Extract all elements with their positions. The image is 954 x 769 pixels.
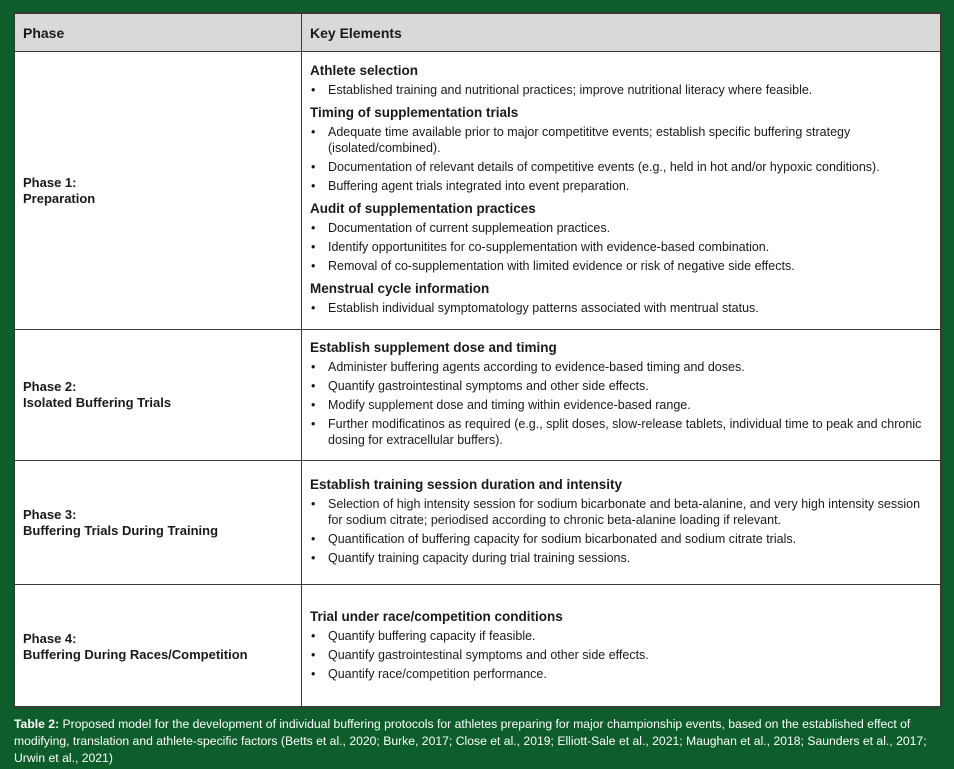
- header-phase: Phase: [15, 14, 302, 52]
- group-title: Athlete selection: [310, 62, 419, 78]
- group-title: Establish training session duration and intensity: [310, 476, 623, 492]
- bullet-list: [310, 300, 932, 316]
- group-title: Audit of supplementation practices: [310, 200, 536, 216]
- list-item: • Quantify race/competition performance.: [310, 666, 932, 682]
- table-row: [15, 461, 941, 585]
- bullet-list: [310, 220, 932, 274]
- element-group: [310, 105, 932, 194]
- element-group: [310, 201, 932, 274]
- phase-name: Preparation: [23, 190, 96, 206]
- element-group: [310, 63, 932, 98]
- table-header-row: [15, 14, 941, 52]
- group-title: Establish supplement dose and timing: [310, 339, 557, 355]
- list-item: • Quantify training capacity during trial training sessions.: [310, 550, 932, 566]
- list-item: • Further modificatinos as required (e.g., split doses, slow-release tablets, individual time to peak and chronic dosing for extracellular buffers).: [310, 416, 932, 448]
- caption-text: Proposed model for the development of individual buffering protocols for athletes preparing for major championship events, based on the established effect of modifying, translation and athlete-specific factors (Betts et al., 2020; Burke, 2017; Close et al., 2019; Elliott-Sale et al., 2021; Maughan et al., 2018; Saunders et al., 2017; Urwin et al., 2021): [14, 717, 927, 765]
- list-item: • Modify supplement dose and timing within evidence-based range.: [310, 397, 932, 413]
- phase-number: Phase 2:: [23, 379, 77, 394]
- table-row: [15, 585, 941, 709]
- list-item: • Removal of co-supplementation with limited evidence or risk of negative side effects.: [310, 258, 932, 274]
- list-item: • Quantify gastrointestinal symptoms and other side effects.: [310, 378, 932, 394]
- group-title: Menstrual cycle information: [310, 280, 490, 296]
- list-item: • Buffering agent trials integrated into event preparation.: [310, 178, 932, 194]
- table-frame: [13, 12, 942, 707]
- list-item: • Quantify gastrointestinal symptoms and other side effects.: [310, 647, 932, 663]
- phase-number: Phase 4:: [23, 630, 77, 646]
- header-key-elements: Key Elements: [302, 14, 941, 52]
- list-item: • Selection of high intensity session for sodium bicarbonate and beta-alanine, and very high intensity session for sodium citrate; periodised according to chronic beta-alanine loading if relevant.: [310, 496, 932, 528]
- phase-number: Phase 3:: [23, 506, 77, 522]
- phase-cell: [15, 330, 302, 461]
- phase-cell: [15, 585, 302, 709]
- list-item: • Quantification of buffering capacity for sodium bicarbonated and sodium citrate trials.: [310, 531, 932, 547]
- bullet-list: [310, 628, 932, 682]
- bullet-list: [310, 82, 932, 98]
- phase-name: Buffering During Races/Competition: [23, 646, 248, 662]
- list-item: • Identify opportunitites for co-supplementation with evidence-based combination.: [310, 239, 932, 255]
- phase-cell: [15, 461, 302, 585]
- table-row: [15, 330, 941, 461]
- list-item: • Established training and nutritional practices; improve nutritional literacy where feasible.: [310, 82, 932, 98]
- phase-name: Buffering Trials During Training: [23, 522, 219, 538]
- list-item: • Quantify buffering capacity if feasible.: [310, 628, 932, 644]
- element-group: [310, 477, 932, 566]
- group-title: Timing of supplementation trials: [310, 104, 519, 120]
- list-item: • Establish individual symptomatology patterns associated with mentrual status.: [310, 300, 932, 316]
- list-item: • Documentation of relevant details of competitive events (e.g., held in hot and/or hypoxic conditions).: [310, 159, 932, 175]
- key-elements-cell: [302, 330, 941, 461]
- phase-cell: [15, 52, 302, 330]
- key-elements-cell: [302, 585, 941, 709]
- key-elements-cell: [302, 52, 941, 330]
- buffering-protocol-table: [14, 13, 941, 709]
- element-group: [310, 340, 932, 448]
- bullet-list: [310, 124, 932, 194]
- list-item: • Documentation of current supplemeation practices.: [310, 220, 932, 236]
- phase-number: Phase 1:: [23, 174, 77, 190]
- bullet-list: [310, 496, 932, 566]
- bullet-list: [310, 359, 932, 448]
- key-elements-cell: [302, 461, 941, 585]
- element-group: [310, 609, 932, 682]
- table-caption: [14, 716, 942, 767]
- table-row: [15, 52, 941, 330]
- caption-label: Table 2:: [14, 717, 60, 731]
- list-item: • Adequate time available prior to major competititve events; establish specific buffering strategy (isolated/combined).: [310, 124, 932, 156]
- group-title: Trial under race/competition conditions: [310, 608, 563, 624]
- element-group: [310, 281, 932, 316]
- phase-name: Isolated Buffering Trials: [23, 395, 172, 410]
- list-item: • Administer buffering agents according to evidence-based timing and doses.: [310, 359, 932, 375]
